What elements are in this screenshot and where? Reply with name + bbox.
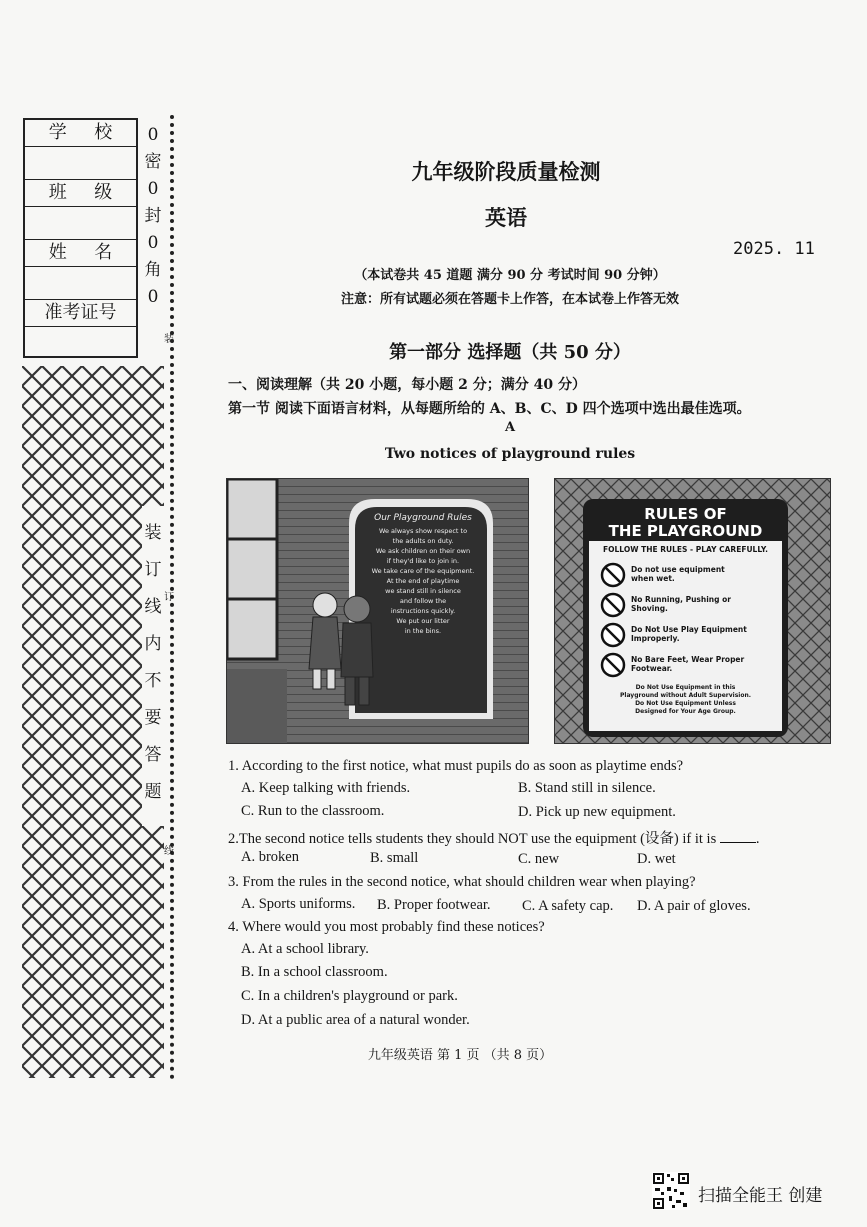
section-instruction: 第一节 阅读下面语言材料，从每题所给的 A、B、C、D 四个选项中选出最佳选项。	[228, 401, 751, 417]
qr-code-icon	[652, 1172, 690, 1210]
notice-1-text	[367, 513, 479, 636]
exam-note: 注意：所有试题必须在答题卡上作答，在本试卷上作答无效	[340, 292, 679, 307]
notice-photo-2	[554, 478, 831, 744]
question-2-option-d: D. wet	[637, 851, 676, 867]
question-1-stem: 1. According to the first notice, what must pupils do as soon as playtime ends?	[228, 758, 684, 774]
scanner-text: 扫描全能王 创建	[698, 1186, 823, 1206]
exam-date: 2025. 11	[733, 239, 815, 259]
part-title: 第一部分 选择题（共 50 分）	[389, 342, 631, 363]
notice-1-heading: Our Playground Rules	[374, 513, 472, 523]
school-label: 学 校	[25, 120, 136, 147]
question-3-option-b: B. Proper footwear.	[377, 897, 491, 913]
class-label: 班 级	[25, 180, 136, 207]
notice-1-lines: We always show respect to the adults on duty. We ask children on their own if they'd like to join in. We take care of the equipment. At the end of playtime we stand still in silence and follow the instructions quickly. We put our litter in the bins.	[371, 527, 475, 635]
question-2-stem: 2.The second notice tells students they should NOT use the equipment (设备) if it is .	[228, 831, 760, 847]
name-label: 姓 名	[25, 240, 136, 267]
question-1-option-c: C. Run to the classroom.	[241, 803, 385, 819]
page-footer: 九年级英语 第 1 页 （共 8 页）	[367, 1048, 553, 1063]
notice-2-rules: Do not use equipment when wet. No Running, Pushing or Shoving. Do Not Use Play Equipment Improperly. No Bare Feet, Wear Proper Footwear.	[631, 565, 747, 673]
question-4-option-a: A. At a school library.	[241, 941, 369, 957]
scanner-watermark	[652, 1172, 852, 1212]
bind-small-mark-2: 线	[164, 846, 174, 857]
notice-2-title: RULES OF THE PLAYGROUND	[608, 505, 763, 540]
question-4-option-b: B. In a school classroom.	[241, 964, 388, 980]
question-3-option-c: C. A safety cap.	[522, 898, 614, 914]
subject-title: 英语	[485, 205, 527, 230]
passage-letter: A	[504, 420, 516, 435]
notice-2-subtitle: FOLLOW THE RULES - PLAY CAREFULLY.	[603, 545, 768, 554]
answer-blank	[720, 832, 756, 843]
class-field[interactable]	[25, 207, 136, 240]
question-2-option-c: C. new	[518, 851, 560, 867]
notice-2-footnotes: Do Not Use Equipment in this Playground without Adult Supervision. Do Not Use Equipment Unless Designed for Your Age Group.	[619, 684, 752, 715]
exam-id-row	[25, 300, 136, 360]
binding-warning-text: 装 订 线 内 不 要 答 题	[144, 523, 162, 802]
school-row	[25, 120, 136, 180]
question-1-option-a: A. Keep talking with friends.	[241, 780, 411, 796]
section-heading: 一、阅读理解（共 20 小题，每小题 2 分；满分 40 分）	[228, 377, 586, 393]
school-field[interactable]	[25, 147, 136, 180]
notice-photo-1	[226, 478, 529, 744]
seal-small-mark: 装	[164, 334, 174, 345]
exam-title: 九年级阶段质量检测	[411, 159, 601, 184]
question-3-option-d: D. A pair of gloves.	[637, 898, 751, 914]
question-4-stem: 4. Where would you most probably find these notices?	[228, 919, 545, 935]
passage-title: Two notices of playground rules	[384, 446, 636, 462]
question-3-stem: 3. From the rules in the second notice, what should children wear when playing?	[228, 874, 696, 890]
question-4-option-c: C. In a children's playground or park.	[241, 988, 458, 1004]
exam-id-field[interactable]	[25, 327, 136, 359]
student-info-box	[23, 118, 138, 358]
exam-id-label: 准考证号	[25, 300, 136, 327]
seal-column: 0 密 0 封 0 角 0	[144, 125, 162, 307]
name-field[interactable]	[25, 267, 136, 300]
question-2-option-b: B. small	[370, 850, 419, 866]
class-row	[25, 180, 136, 240]
exam-info: （本试卷共 45 道题 满分 90 分 考试时间 90 分钟）	[354, 268, 666, 283]
question-1-option-b: B. Stand still in silence.	[518, 780, 656, 796]
bind-small-mark-1: 订	[164, 592, 174, 603]
name-row	[25, 240, 136, 300]
question-4-option-d: D. At a public area of a natural wonder.	[241, 1012, 470, 1028]
question-3-option-a: A. Sports uniforms.	[241, 896, 356, 912]
question-2-option-a: A. broken	[241, 849, 299, 865]
question-1-option-d: D. Pick up new equipment.	[518, 804, 676, 820]
